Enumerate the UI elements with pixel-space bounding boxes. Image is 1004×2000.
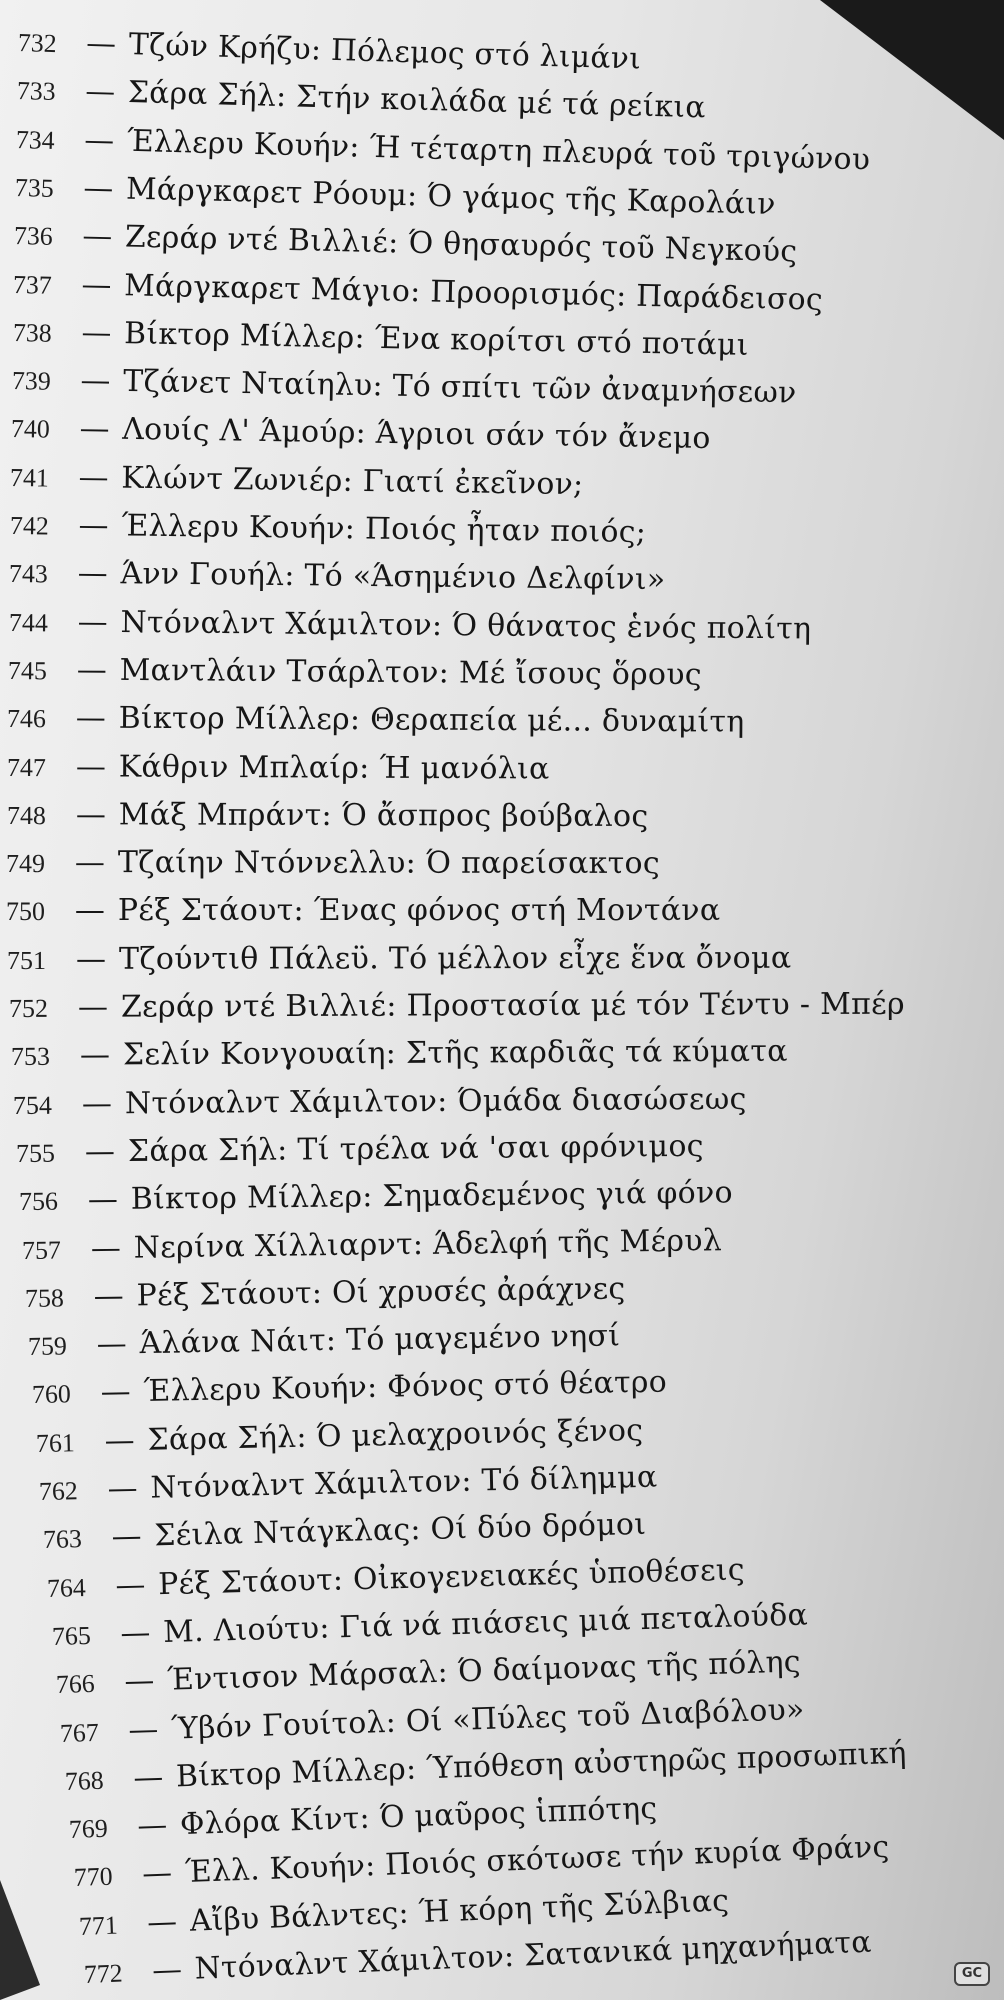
- entry-dash: —: [76, 652, 107, 688]
- entry-dash: —: [85, 25, 117, 62]
- list-item: [13, 266, 824, 320]
- entry-title: Μ. Λιούτυ: Γιά νά πιάσεις μιά πεταλούδα: [162, 1597, 809, 1650]
- entry-number: 770: [73, 1862, 114, 1893]
- entry-dash: —: [96, 1326, 127, 1362]
- entry-dash: —: [136, 1807, 168, 1844]
- entry-title: Ντόναλντ Χάμιλτον: Όμάδα διασώσεως: [124, 1081, 747, 1121]
- entry-number: 764: [46, 1572, 87, 1603]
- entry-number: 762: [38, 1476, 79, 1506]
- entry-number: 747: [6, 752, 46, 782]
- entry-title: Βίκτορ Μίλλερ: Ένα κορίτσι στό ποτάμι: [123, 315, 750, 363]
- list-item: [51, 1597, 808, 1654]
- entry-title: Ρέξ Στάουτ: Οί χρυσές ἀράχνες: [136, 1271, 626, 1314]
- list-item: [11, 1034, 788, 1075]
- entry-title: Έλλερυ Κουήν: Φόνος στό θέατρο: [143, 1364, 668, 1410]
- watermark-logo: GC: [954, 1962, 990, 1986]
- entry-title: Ρέξ Στάουτ: Ένας φόνος στή Μοντάνα: [117, 893, 721, 929]
- entry-title: Βίκτορ Μίλλερ: Θεραπεία μέ... δυναμίτη: [118, 700, 745, 740]
- entry-number: 760: [31, 1379, 72, 1410]
- entry-number: 754: [12, 1090, 53, 1120]
- list-item: [39, 1460, 658, 1510]
- entry-dash: —: [79, 411, 110, 447]
- entry-dash: —: [87, 1182, 118, 1218]
- list-item: [68, 1791, 658, 1848]
- entry-number: 740: [10, 414, 50, 444]
- list-item: [7, 797, 649, 836]
- entry-title: Σάρα Σήλ: Τί τρέλα νά 'σαι φρόνιμος: [127, 1128, 704, 1169]
- entry-title: Βίκτορ Μίλλερ: Ύπόθεση αὐστηρῶς προσωπική: [175, 1735, 908, 1795]
- entry-number: 757: [21, 1235, 62, 1265]
- entry-dash: —: [90, 1230, 122, 1266]
- entry-number: 735: [14, 172, 55, 203]
- entry-dash: —: [83, 122, 115, 159]
- entry-title: Έλλερυ Κουήν: Ή τέταρτη πλευρά τοῦ τριγώνου: [126, 123, 871, 178]
- entry-dash: —: [75, 748, 106, 784]
- list-item: [10, 507, 647, 552]
- entry-dash: —: [74, 893, 105, 929]
- list-item: [17, 24, 641, 79]
- entry-number: 752: [8, 993, 49, 1023]
- entry-number: 733: [16, 76, 57, 107]
- entry-title: Τζούντιθ Πάλεϋ. Τό μέλλον εἶχε ἕνα ὄνομα: [118, 940, 792, 977]
- entry-dash: —: [132, 1759, 164, 1796]
- entry-dash: —: [75, 941, 107, 977]
- entry-dash: —: [75, 797, 106, 833]
- entry-dash: —: [127, 1711, 159, 1748]
- list-item: [28, 1318, 621, 1365]
- list-item: [12, 362, 797, 413]
- entry-number: 771: [78, 1910, 119, 1941]
- list-item: [6, 845, 660, 883]
- entry-title: Νερίνα Χίλλιαρντ: Άδελφή τῆς Μέρυλ: [133, 1222, 723, 1266]
- entry-title: Ντόναλντ Χάμιλτον: Ό θάνατος ἑνός πολίτη: [120, 604, 812, 647]
- entry-dash: —: [120, 1615, 151, 1652]
- entry-dash: —: [146, 1903, 178, 1941]
- list-item: [7, 700, 745, 742]
- entry-title: Άνν Γουήλ: Τό «Άσημένιο Δελφίνι»: [120, 556, 666, 598]
- list-item: [9, 987, 905, 1027]
- entry-title: Έλλερυ Κουήν: Ποιός ἦταν ποιός;: [121, 508, 647, 550]
- entry-number: 772: [83, 1958, 124, 1989]
- entry-number: 765: [51, 1620, 92, 1651]
- list-item: [6, 893, 720, 930]
- entry-title: Άλάνα Νάιτ: Τό μαγεμένο νησί: [139, 1318, 621, 1362]
- entry-number: 748: [6, 800, 46, 830]
- list-item: [14, 217, 798, 271]
- list-item: [10, 459, 584, 504]
- entry-title: Ντόναλντ Χάμιλτον: Τό δίλημμα: [150, 1459, 658, 1506]
- entry-dash: —: [77, 556, 108, 592]
- list-item: [47, 1552, 746, 1607]
- list-item: [16, 1129, 704, 1172]
- list-item: [55, 1645, 801, 1704]
- list-item: [11, 410, 711, 458]
- entry-dash: —: [75, 700, 106, 736]
- entry-dash: —: [104, 1422, 135, 1459]
- entry-title: Σάρα Σήλ: Στήν κοιλάδα μέ τά ρείκια: [127, 75, 707, 126]
- list-item: [13, 1081, 747, 1123]
- entry-title: Έλλ. Κουήν: Ποιός σκότωσε τήν κυρία Φράνς: [184, 1829, 890, 1891]
- entry-number: 746: [6, 704, 46, 734]
- entry-number: 768: [64, 1765, 105, 1796]
- entry-title: Ζεράρ ντέ Βιλλιέ: Ό θησαυρός τοῦ Νεγκούς: [124, 219, 798, 270]
- entry-dash: —: [79, 1037, 111, 1073]
- entry-number: 758: [24, 1283, 65, 1313]
- entry-dash: —: [100, 1374, 131, 1411]
- entry-number: 751: [6, 945, 47, 975]
- entry-title: Λουίς Λ' Άμούρ: Άγριοι σάν τόν ἄνεμο: [122, 412, 711, 457]
- entry-dash: —: [107, 1470, 138, 1507]
- entry-dash: —: [83, 170, 114, 207]
- list-item: [32, 1365, 668, 1413]
- list-item: [9, 555, 666, 599]
- entry-title: Φλόρα Κίντ: Ό μαῦρος ἱππότης: [179, 1790, 658, 1843]
- entry-dash: —: [151, 1952, 183, 1989]
- list-item: [19, 1175, 733, 1220]
- list-item: [7, 940, 791, 978]
- entry-number: 755: [15, 1138, 56, 1168]
- entry-title: Σέιλα Ντάγκλας: Οί δύο δρόμοι: [153, 1507, 647, 1554]
- entry-title: Βίκτορ Μίλλερ: Σημαδεμένος γιά φόνο: [130, 1175, 734, 1217]
- entry-title: Τζαίην Ντόννελλυ: Ό παρείσακτος: [117, 845, 661, 882]
- entry-number: 734: [15, 124, 56, 155]
- entry-dash: —: [74, 845, 105, 881]
- entry-number: 767: [59, 1717, 100, 1748]
- entry-number: 745: [7, 655, 47, 686]
- list-item: [36, 1413, 644, 1462]
- entry-title: Ρέξ Στάουτ: Οἰκογενειακές ὑποθέσεις: [157, 1551, 746, 1602]
- entry-number: 763: [42, 1524, 83, 1555]
- entry-dash: —: [111, 1518, 142, 1555]
- entry-title: Μάργκαρετ Ρόουμ: Ό γάμος τῆς Καρολάιν: [125, 171, 776, 222]
- entry-dash: —: [77, 604, 108, 640]
- list-item: [15, 169, 776, 224]
- entry-dash: —: [81, 266, 112, 303]
- entry-dash: —: [80, 363, 111, 399]
- entry-dash: —: [78, 507, 109, 544]
- entry-dash: —: [81, 1085, 113, 1122]
- entry-number: 756: [18, 1186, 59, 1217]
- entry-number: 750: [6, 897, 45, 927]
- entry-dash: —: [84, 74, 116, 110]
- entry-number: 753: [10, 1042, 51, 1072]
- entry-number: 749: [5, 849, 45, 879]
- list-item: [13, 314, 749, 365]
- entry-title: Κάθριν Μπλαίρ: Ή μανόλια: [118, 749, 550, 787]
- entry-number: 769: [68, 1813, 109, 1845]
- entry-dash: —: [141, 1855, 173, 1892]
- entry-title: Ντόναλντ Χάμιλτον: Σατανικά μηχανήματα: [194, 1924, 873, 1987]
- entry-number: 736: [13, 221, 53, 252]
- entry-number: 761: [35, 1427, 76, 1458]
- entry-number: 744: [8, 607, 48, 637]
- entry-title: Ύβόν Γουίτολ: Οί «Πύλες τοῦ Διαβόλου»: [170, 1691, 806, 1747]
- entry-dash: —: [81, 315, 112, 351]
- entry-number: 759: [27, 1331, 68, 1362]
- entry-title: Σελίν Κονγουαίη: Στῆς καρδιᾶς τά κύματα: [122, 1034, 788, 1073]
- list-item: [17, 72, 707, 127]
- list-item: [43, 1507, 647, 1558]
- entry-title: Τζάνετ Νταίηλυ: Τό σπίτι τῶν ἀναμνήσεων: [123, 364, 797, 411]
- list-item: [25, 1271, 626, 1317]
- entry-title: Κλώντ Ζωνιέρ: Γιατί ἐκεῖνον;: [121, 460, 584, 502]
- entry-number: 732: [17, 28, 58, 59]
- list-item: [9, 604, 812, 649]
- entry-title: Σάρα Σήλ: Ό μελαχροινός ξένος: [147, 1412, 644, 1458]
- entry-title: Τζών Κρήζυ: Πόλεμος στό λιμάνι: [128, 27, 642, 77]
- entry-number: 743: [8, 559, 49, 589]
- entry-dash: —: [123, 1663, 155, 1700]
- entry-number: 766: [55, 1669, 96, 1700]
- entry-dash: —: [93, 1278, 124, 1314]
- entry-number: 739: [11, 366, 52, 396]
- entry-title: Έντισον Μάρσαλ: Ό δαίμονας τῆς πόλης: [166, 1644, 802, 1698]
- entry-title: Μάξ Μπράντ: Ό ἄσπρος βούβαλος: [118, 797, 649, 834]
- entry-title: Μάργκαρετ Μάγιο: Προορισμός: Παράδεισος: [123, 267, 824, 318]
- entry-number: 737: [12, 269, 53, 300]
- list-item: [22, 1223, 723, 1269]
- entry-number: 738: [12, 317, 52, 348]
- entry-dash: —: [82, 218, 113, 255]
- entry-number: 742: [9, 511, 49, 541]
- entry-title: Μαντλάιν Τσάρλτον: Μέ ἴσους ὅρους: [119, 652, 702, 693]
- list-item: [16, 121, 871, 179]
- entry-dash: —: [78, 459, 109, 496]
- entry-dash: —: [115, 1567, 146, 1603]
- list-item: [8, 652, 702, 694]
- list-item: [7, 749, 550, 789]
- entry-dash: —: [77, 989, 109, 1025]
- entry-title: Αἴβυ Βάλντες: Ή κόρη τῆς Σύλβιας: [189, 1883, 730, 1939]
- entry-title: Ζεράρ ντέ Βιλλιέ: Προστασία μέ τόν Τέντυ - Μπέρ: [120, 986, 905, 1025]
- entry-number: 741: [9, 462, 50, 493]
- entry-dash: —: [84, 1133, 116, 1170]
